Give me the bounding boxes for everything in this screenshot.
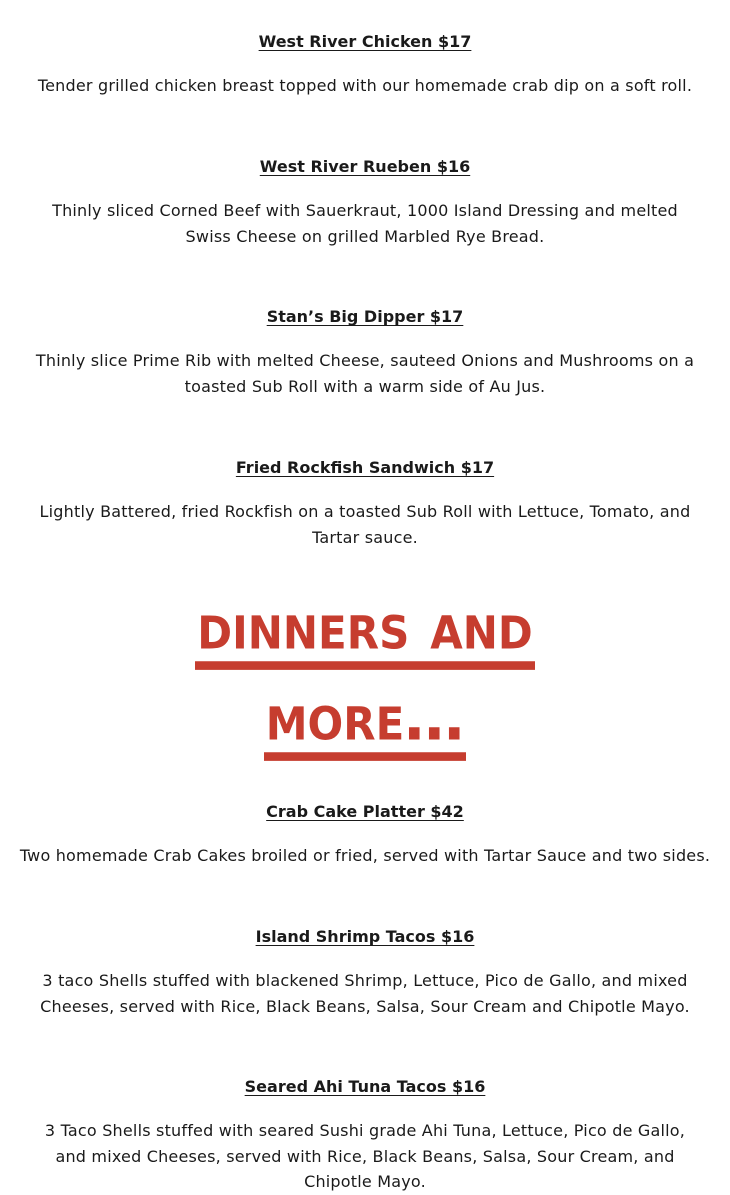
menu-item-seared-ahi-tuna-tacos [0,1077,730,1195]
menu-item-stans-big-dipper [0,307,730,399]
menu-item-crab-cake-platter [0,802,730,869]
menu-item-description: Thinly slice Prime Rib with melted Cheese, sauteed Onions and Mushrooms on a toasted Sub Roll with a warm side of Au Jus. [35,351,695,396]
menu-item-title: Crab Cake Platter $42 [266,802,464,821]
menu-item-title: Fried Rockfish Sandwich $17 [235,458,495,477]
menu-item-west-river-rueben [0,157,730,249]
section-heading-dinners-and-more [0,588,730,758]
menu-item-title: Stan’s Big Dipper $17 [266,307,464,326]
menu-item-title: West River Chicken $17 [258,32,472,51]
menu-item-description: 3 taco Shells stuffed with blackened Shrimp, Lettuce, Pico de Gallo, and mixed Cheeses, served with Rice, Black Beans, Salsa, Sour Cream and Chipotle Mayo. [40,971,690,1016]
section-heading-line-2: more… [264,683,467,761]
menu-item-title: Island Shrimp Tacos $16 [255,927,475,946]
menu-item-title: West River Rueben $16 [259,157,471,176]
menu-item-description: Tender grilled chicken breast topped with our homemade crab dip on a soft roll. [37,76,693,95]
menu-item-island-shrimp-tacos [0,927,730,1019]
menu-item-description: 3 Taco Shells stuffed with seared Sushi grade Ahi Tuna, Lettuce, Pico de Gallo, and mixed Cheeses, served with Rice, Black Beans, Salsa, Sour Cream, and Chipotle Mayo. [44,1121,686,1191]
menu-item-fried-rockfish-sandwich [0,458,730,550]
menu-item-description: Thinly sliced Corned Beef with Sauerkraut, 1000 Island Dressing and melted Swiss Cheese on grilled Marbled Rye Bread. [52,201,678,246]
menu-item-west-river-chicken [0,32,730,99]
menu-item-title: Seared Ahi Tuna Tacos $16 [244,1077,486,1096]
menu-item-description: Lightly Battered, fried Rockfish on a toasted Sub Roll with Lettuce, Tomato, and Tartar sauce. [39,502,691,547]
menu-item-description: Two homemade Crab Cakes broiled or fried, served with Tartar Sauce and two sides. [19,846,711,865]
section-heading-line-1: dinners and [195,592,534,670]
